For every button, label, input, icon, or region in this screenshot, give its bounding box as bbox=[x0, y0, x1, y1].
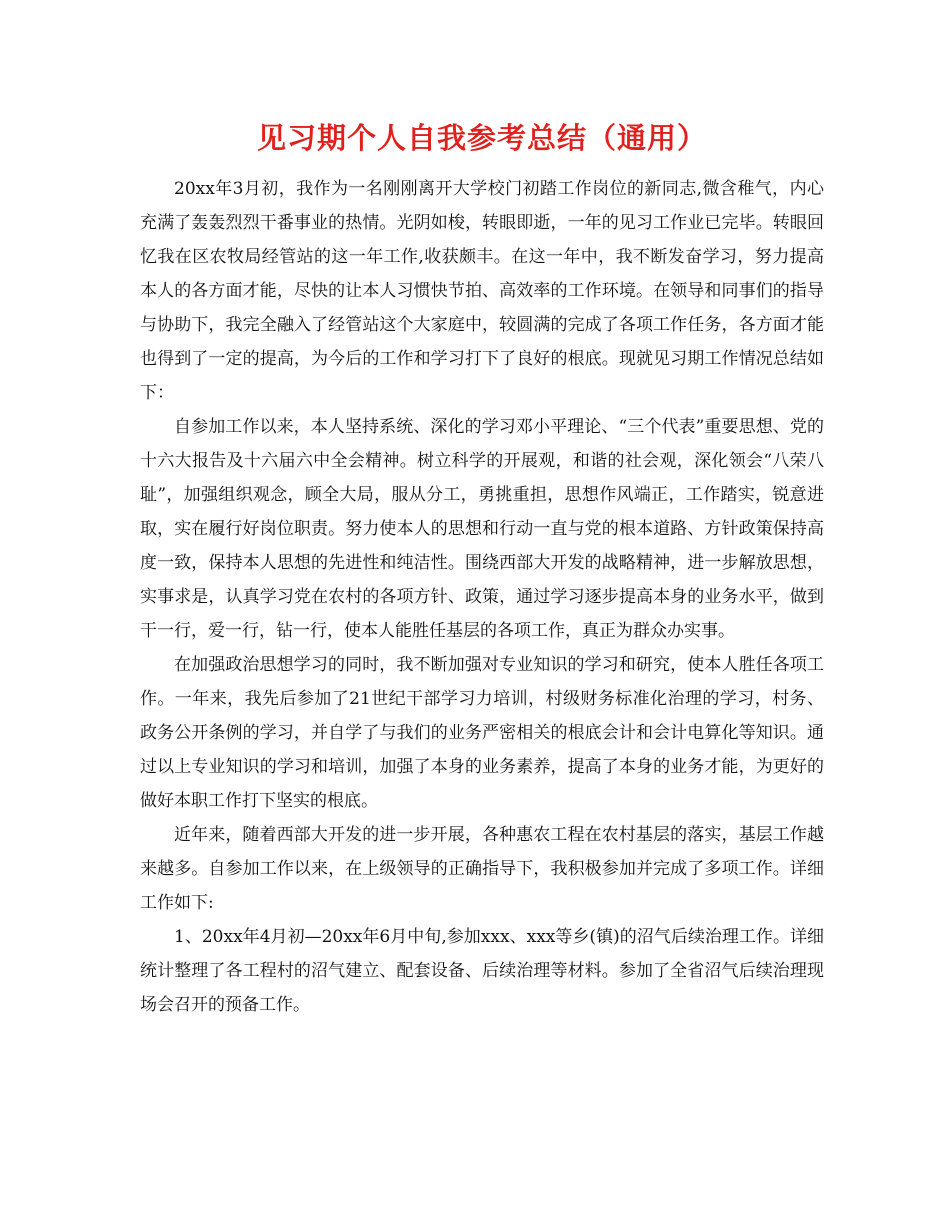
paragraph-political-study: 自参加工作以来，本人坚持系统、深化的学习邓小平理论、“三个代表”重要思想、党的十六大报告及十六届六中全会精神。树立科学的开展观，和谐的社会观，深化领会“八荣八耻”，加强组织观念，顾全大局，服从分工，勇挑重担，思想作风端正，工作踏实，锐意进取，实在履行好岗位职责。努力使本人的思想和行动一直与党的根本道路、方针政策保持高度一致，保持本人思想的先进性和纯洁性。围绕西部大开发的战略精神，进一步解放思想，实事求是，认真学习党在农村的各项方针、政策，通过学习逐步提高本身的业务水平，做到干一行，爱一行，钻一行，使本人能胜任基层的各项工作，真正为群众办实事。 bbox=[140, 417, 824, 641]
paragraph-intro: 20xx年3月初，我作为一名刚刚离开大学校门初踏工作岗位的新同志,微含稚气，内心充满了轰轰烈烈干番事业的热情。光阴如梭，转眼即逝，一年的见习工作业已完毕。转眼回忆我在区农牧局经管站的这一年工作,收获颇丰。在这一年中，我不断发奋学习，努力提高本人的各方面才能，尽快的让本人习惯快节拍、高效率的工作环境。在领导和同事们的指导与协助下，我完全融入了经管站这个大家庭中，较圆满的完成了各项工作任务，各方面才能也得到了一定的提高，为今后的工作和学习打下了良好的根底。现就见习期工作情况总结如下： bbox=[140, 179, 824, 403]
paragraph-professional-study: 在加强政治思想学习的同时，我不断加强对专业知识的学习和研究，使本人胜任各项工作。一年来，我先后参加了21世纪干部学习力培训，村级财务标准化治理的学习，村务、政务公开条例的学习，并自学了与我们的业务严密相关的根底会计和会计电算化等知识。通过以上专业知识的学习和培训，加强了本身的业务素养，提高了本身的业务才能，为更好的做好本职工作打下坚实的根底。 bbox=[140, 655, 824, 811]
document-page bbox=[140, 118, 824, 1022]
document-title: 见习期个人自我参考总结（通用） bbox=[256, 121, 707, 155]
paragraph-work-item-1: 1、20xx年4月初—20xx年6月中旬,参加xxx、xxx等乡(镇)的沼气后续治理工作。详细统计整理了各工程村的沼气建立、配套设备、后续治理等材料。参加了全省沼气后续治理现场会召开的预备工作。 bbox=[140, 927, 824, 1015]
paragraph-work-overview: 近年来，随着西部大开发的进一步开展，各种惠农工程在农村基层的落实，基层工作越来越多。自参加工作以来，在上级领导的正确指导下，我积极参加并完成了多项工作。详细工作如下: bbox=[140, 825, 824, 913]
